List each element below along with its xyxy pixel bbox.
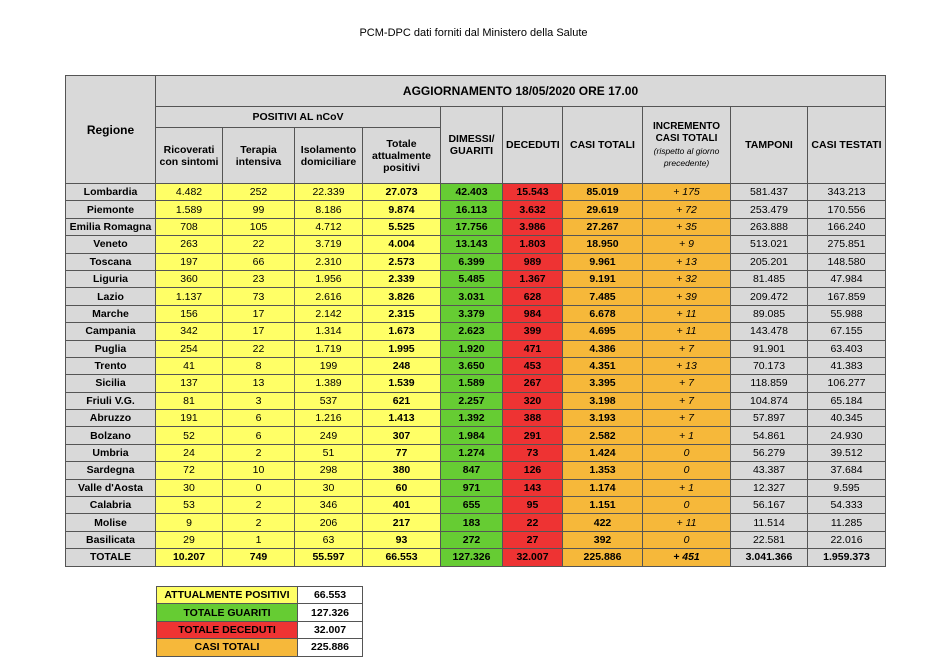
cell-incremento: 0 — [643, 497, 731, 514]
cell-casi-totali: 1.151 — [563, 497, 643, 514]
cell-terapia: 2 — [223, 514, 295, 531]
cell-terapia: 2 — [223, 497, 295, 514]
cell-dimessi: 655 — [441, 497, 503, 514]
cell-terapia: 0 — [223, 479, 295, 496]
cell-isolamento: 30 — [295, 479, 363, 496]
table-row — [66, 531, 886, 548]
cell-terapia: 66 — [223, 253, 295, 270]
table-body — [66, 184, 886, 567]
cell-dimessi: 847 — [441, 462, 503, 479]
total-regione: TOTALE — [66, 549, 156, 566]
cell-totale-positivi: 1.673 — [363, 323, 441, 340]
cell-ricoverati: 1.137 — [156, 288, 223, 305]
table-row — [66, 375, 886, 392]
cell-tamponi: 263.888 — [731, 218, 808, 235]
cell-casi-testati: 65.184 — [808, 392, 886, 409]
header-incremento-sub: (rispetto al giorno precedente) — [653, 146, 720, 168]
cell-casi-testati: 67.155 — [808, 323, 886, 340]
header-isolamento: Isolamento domiciliare — [295, 128, 363, 184]
cell-tamponi: 22.581 — [731, 531, 808, 548]
cell-regione: Basilicata — [66, 531, 156, 548]
cell-casi-totali: 6.678 — [563, 305, 643, 322]
cell-totale-positivi: 1.413 — [363, 410, 441, 427]
cell-deceduti: 628 — [503, 288, 563, 305]
summary-row — [157, 621, 363, 638]
cell-ricoverati: 156 — [156, 305, 223, 322]
table-row — [66, 340, 886, 357]
cell-incremento: + 13 — [643, 253, 731, 270]
header-totale-positivi: Totale attualmente positivi — [363, 128, 441, 184]
cell-regione: Campania — [66, 323, 156, 340]
cell-casi-totali: 9.191 — [563, 270, 643, 287]
cell-casi-testati: 63.403 — [808, 340, 886, 357]
header-tamponi: TAMPONI — [731, 107, 808, 184]
header-positivi-group: POSITIVI AL nCoV — [156, 107, 441, 128]
cell-regione: Toscana — [66, 253, 156, 270]
cell-incremento: + 7 — [643, 392, 731, 409]
cell-regione: Sicilia — [66, 375, 156, 392]
header-incremento — [643, 107, 731, 184]
cell-terapia: 23 — [223, 270, 295, 287]
cell-casi-totali: 1.424 — [563, 444, 643, 461]
cell-totale-positivi: 1.539 — [363, 375, 441, 392]
cell-terapia: 3 — [223, 392, 295, 409]
cell-tamponi: 56.167 — [731, 497, 808, 514]
cell-dimessi: 1.589 — [441, 375, 503, 392]
cell-isolamento: 51 — [295, 444, 363, 461]
cell-casi-testati: 343.213 — [808, 184, 886, 201]
cell-tamponi: 253.479 — [731, 201, 808, 218]
cell-casi-totali: 9.961 — [563, 253, 643, 270]
cell-tamponi: 91.901 — [731, 340, 808, 357]
cell-ricoverati: 4.482 — [156, 184, 223, 201]
cell-tamponi: 89.085 — [731, 305, 808, 322]
cell-deceduti: 3.986 — [503, 218, 563, 235]
cell-regione: Puglia — [66, 340, 156, 357]
cell-totale-positivi: 93 — [363, 531, 441, 548]
cell-terapia: 2 — [223, 444, 295, 461]
cell-totale-positivi: 27.073 — [363, 184, 441, 201]
cell-totale-positivi: 2.315 — [363, 305, 441, 322]
cell-deceduti: 3.632 — [503, 201, 563, 218]
cell-totale-positivi: 4.004 — [363, 236, 441, 253]
cell-isolamento: 1.719 — [295, 340, 363, 357]
cell-isolamento: 537 — [295, 392, 363, 409]
cell-totale-positivi: 2.339 — [363, 270, 441, 287]
cell-incremento: + 35 — [643, 218, 731, 235]
cell-dimessi: 16.113 — [441, 201, 503, 218]
cell-regione: Veneto — [66, 236, 156, 253]
cell-casi-testati: 37.684 — [808, 462, 886, 479]
cell-casi-totali: 7.485 — [563, 288, 643, 305]
cell-regione: Marche — [66, 305, 156, 322]
cell-incremento: + 11 — [643, 514, 731, 531]
cell-incremento: + 9 — [643, 236, 731, 253]
cell-casi-testati: 275.851 — [808, 236, 886, 253]
cell-deceduti: 984 — [503, 305, 563, 322]
cell-incremento: + 11 — [643, 323, 731, 340]
cell-terapia: 6 — [223, 410, 295, 427]
cell-tamponi: 57.897 — [731, 410, 808, 427]
cell-casi-testati: 54.333 — [808, 497, 886, 514]
cell-ricoverati: 137 — [156, 375, 223, 392]
cell-casi-totali: 29.619 — [563, 201, 643, 218]
cell-dimessi: 1.392 — [441, 410, 503, 427]
cell-deceduti: 95 — [503, 497, 563, 514]
cell-deceduti: 1.803 — [503, 236, 563, 253]
cell-ricoverati: 72 — [156, 462, 223, 479]
total-terapia: 749 — [223, 549, 295, 566]
cell-casi-totali: 1.353 — [563, 462, 643, 479]
cell-regione: Abruzzo — [66, 410, 156, 427]
cell-deceduti: 291 — [503, 427, 563, 444]
cell-tamponi: 56.279 — [731, 444, 808, 461]
cell-regione: Friuli V.G. — [66, 392, 156, 409]
header-terapia: Terapia intensiva — [223, 128, 295, 184]
cell-totale-positivi: 9.874 — [363, 201, 441, 218]
table-row — [66, 427, 886, 444]
cell-casi-totali: 4.351 — [563, 357, 643, 374]
cell-ricoverati: 52 — [156, 427, 223, 444]
cell-casi-totali: 4.386 — [563, 340, 643, 357]
cell-ricoverati: 360 — [156, 270, 223, 287]
cell-regione: Valle d'Aosta — [66, 479, 156, 496]
cell-casi-totali: 3.193 — [563, 410, 643, 427]
cell-casi-totali: 3.198 — [563, 392, 643, 409]
total-dimessi: 127.326 — [441, 549, 503, 566]
total-ricoverati: 10.207 — [156, 549, 223, 566]
cell-dimessi: 1.920 — [441, 340, 503, 357]
cell-incremento: + 72 — [643, 201, 731, 218]
cell-totale-positivi: 217 — [363, 514, 441, 531]
cell-regione: Sardegna — [66, 462, 156, 479]
cell-terapia: 8 — [223, 357, 295, 374]
cell-totale-positivi: 5.525 — [363, 218, 441, 235]
summary-label: CASI TOTALI — [157, 639, 298, 656]
cell-casi-testati: 9.595 — [808, 479, 886, 496]
cell-isolamento: 2.142 — [295, 305, 363, 322]
cell-terapia: 17 — [223, 305, 295, 322]
covid-data-table — [65, 75, 886, 567]
header-deceduti: DECEDUTI — [503, 107, 563, 184]
table-row — [66, 305, 886, 322]
total-incremento: + 451 — [643, 549, 731, 566]
total-casi-testati: 1.959.373 — [808, 549, 886, 566]
table-row — [66, 462, 886, 479]
table-row — [66, 357, 886, 374]
cell-isolamento: 1.389 — [295, 375, 363, 392]
cell-casi-totali: 4.695 — [563, 323, 643, 340]
cell-casi-totali: 85.019 — [563, 184, 643, 201]
cell-ricoverati: 30 — [156, 479, 223, 496]
cell-casi-testati: 39.512 — [808, 444, 886, 461]
cell-tamponi: 118.859 — [731, 375, 808, 392]
header-casi-testati: CASI TESTATI — [808, 107, 886, 184]
cell-dimessi: 1.984 — [441, 427, 503, 444]
cell-ricoverati: 254 — [156, 340, 223, 357]
cell-totale-positivi: 248 — [363, 357, 441, 374]
cell-totale-positivi: 380 — [363, 462, 441, 479]
header-ricoverati: Ricoverati con sintomi — [156, 128, 223, 184]
cell-regione: Bolzano — [66, 427, 156, 444]
cell-isolamento: 346 — [295, 497, 363, 514]
cell-casi-totali: 2.582 — [563, 427, 643, 444]
cell-incremento: + 175 — [643, 184, 731, 201]
cell-totale-positivi: 401 — [363, 497, 441, 514]
cell-terapia: 13 — [223, 375, 295, 392]
cell-incremento: + 1 — [643, 479, 731, 496]
cell-dimessi: 5.485 — [441, 270, 503, 287]
cell-regione: Calabria — [66, 497, 156, 514]
cell-tamponi: 11.514 — [731, 514, 808, 531]
cell-deceduti: 143 — [503, 479, 563, 496]
table-row — [66, 514, 886, 531]
header-incremento-label: INCREMENTO CASI TOTALI — [652, 121, 721, 144]
cell-terapia: 22 — [223, 236, 295, 253]
cell-incremento: + 1 — [643, 427, 731, 444]
cell-ricoverati: 29 — [156, 531, 223, 548]
cell-incremento: + 7 — [643, 410, 731, 427]
cell-casi-testati: 166.240 — [808, 218, 886, 235]
cell-casi-testati: 148.580 — [808, 253, 886, 270]
cell-regione: Liguria — [66, 270, 156, 287]
cell-casi-totali: 27.267 — [563, 218, 643, 235]
cell-dimessi: 13.143 — [441, 236, 503, 253]
table-row — [66, 288, 886, 305]
table-row — [66, 184, 886, 201]
cell-terapia: 252 — [223, 184, 295, 201]
summary-label: ATTUALMENTE POSITIVI — [157, 587, 298, 604]
total-row — [66, 549, 886, 566]
cell-incremento: 0 — [643, 531, 731, 548]
table-row — [66, 479, 886, 496]
table-row — [66, 236, 886, 253]
cell-incremento: + 7 — [643, 340, 731, 357]
cell-regione: Lazio — [66, 288, 156, 305]
summary-value: 225.886 — [298, 639, 363, 656]
summary-label: TOTALE DECEDUTI — [157, 621, 298, 638]
cell-ricoverati: 197 — [156, 253, 223, 270]
summary-label: TOTALE GUARITI — [157, 604, 298, 621]
cell-dimessi: 272 — [441, 531, 503, 548]
cell-casi-totali: 3.395 — [563, 375, 643, 392]
cell-isolamento: 1.314 — [295, 323, 363, 340]
cell-isolamento: 4.712 — [295, 218, 363, 235]
cell-terapia: 99 — [223, 201, 295, 218]
cell-dimessi: 3.650 — [441, 357, 503, 374]
cell-isolamento: 2.616 — [295, 288, 363, 305]
cell-isolamento: 1.216 — [295, 410, 363, 427]
total-casi-totali: 225.886 — [563, 549, 643, 566]
summary-row — [157, 604, 363, 621]
cell-totale-positivi: 77 — [363, 444, 441, 461]
cell-casi-testati: 22.016 — [808, 531, 886, 548]
table-row — [66, 218, 886, 235]
cell-ricoverati: 263 — [156, 236, 223, 253]
cell-isolamento: 199 — [295, 357, 363, 374]
cell-regione: Emilia Romagna — [66, 218, 156, 235]
cell-isolamento: 3.719 — [295, 236, 363, 253]
cell-casi-testati: 41.383 — [808, 357, 886, 374]
cell-dimessi: 17.756 — [441, 218, 503, 235]
cell-ricoverati: 342 — [156, 323, 223, 340]
cell-ricoverati: 41 — [156, 357, 223, 374]
cell-deceduti: 73 — [503, 444, 563, 461]
cell-incremento: + 11 — [643, 305, 731, 322]
table-row — [66, 323, 886, 340]
cell-isolamento: 298 — [295, 462, 363, 479]
cell-deceduti: 22 — [503, 514, 563, 531]
cell-casi-totali: 422 — [563, 514, 643, 531]
cell-ricoverati: 1.589 — [156, 201, 223, 218]
cell-tamponi: 12.327 — [731, 479, 808, 496]
cell-isolamento: 22.339 — [295, 184, 363, 201]
cell-ricoverati: 53 — [156, 497, 223, 514]
header-dimessi: DIMESSI/ GUARITI — [441, 107, 503, 184]
cell-isolamento: 206 — [295, 514, 363, 531]
cell-terapia: 22 — [223, 340, 295, 357]
cell-dimessi: 3.379 — [441, 305, 503, 322]
cell-terapia: 105 — [223, 218, 295, 235]
update-title: AGGIORNAMENTO 18/05/2020 ORE 17.00 — [156, 76, 886, 107]
total-totale-positivi: 66.553 — [363, 549, 441, 566]
cell-ricoverati: 9 — [156, 514, 223, 531]
table-row — [66, 392, 886, 409]
summary-table — [156, 586, 363, 657]
summary-row — [157, 587, 363, 604]
cell-terapia: 73 — [223, 288, 295, 305]
cell-isolamento: 8.186 — [295, 201, 363, 218]
cell-dimessi: 6.399 — [441, 253, 503, 270]
cell-tamponi: 209.472 — [731, 288, 808, 305]
summary-value: 66.553 — [298, 587, 363, 604]
cell-totale-positivi: 1.995 — [363, 340, 441, 357]
cell-totale-positivi: 2.573 — [363, 253, 441, 270]
cell-tamponi: 104.874 — [731, 392, 808, 409]
cell-incremento: + 32 — [643, 270, 731, 287]
cell-deceduti: 320 — [503, 392, 563, 409]
cell-tamponi: 513.021 — [731, 236, 808, 253]
cell-isolamento: 63 — [295, 531, 363, 548]
cell-tamponi: 143.478 — [731, 323, 808, 340]
cell-casi-totali: 392 — [563, 531, 643, 548]
cell-regione: Umbria — [66, 444, 156, 461]
cell-dimessi: 2.257 — [441, 392, 503, 409]
cell-deceduti: 471 — [503, 340, 563, 357]
cell-casi-totali: 1.174 — [563, 479, 643, 496]
cell-ricoverati: 81 — [156, 392, 223, 409]
cell-casi-testati: 170.556 — [808, 201, 886, 218]
cell-totale-positivi: 3.826 — [363, 288, 441, 305]
table-row — [66, 444, 886, 461]
summary-value: 127.326 — [298, 604, 363, 621]
header-regione: Regione — [66, 76, 156, 184]
cell-regione: Lombardia — [66, 184, 156, 201]
cell-totale-positivi: 307 — [363, 427, 441, 444]
cell-casi-testati: 40.345 — [808, 410, 886, 427]
cell-tamponi: 205.201 — [731, 253, 808, 270]
cell-dimessi: 971 — [441, 479, 503, 496]
cell-ricoverati: 24 — [156, 444, 223, 461]
cell-incremento: 0 — [643, 444, 731, 461]
cell-tamponi: 43.387 — [731, 462, 808, 479]
summary-row — [157, 639, 363, 656]
table-row — [66, 201, 886, 218]
cell-dimessi: 2.623 — [441, 323, 503, 340]
cell-incremento: + 7 — [643, 375, 731, 392]
cell-totale-positivi: 60 — [363, 479, 441, 496]
cell-casi-testati: 167.859 — [808, 288, 886, 305]
summary-value: 32.007 — [298, 621, 363, 638]
cell-deceduti: 1.367 — [503, 270, 563, 287]
cell-regione: Molise — [66, 514, 156, 531]
cell-deceduti: 126 — [503, 462, 563, 479]
cell-casi-testati: 47.984 — [808, 270, 886, 287]
cell-deceduti: 27 — [503, 531, 563, 548]
cell-ricoverati: 191 — [156, 410, 223, 427]
cell-casi-totali: 18.950 — [563, 236, 643, 253]
cell-deceduti: 399 — [503, 323, 563, 340]
cell-totale-positivi: 621 — [363, 392, 441, 409]
cell-deceduti: 267 — [503, 375, 563, 392]
cell-isolamento: 2.310 — [295, 253, 363, 270]
header-casi-totali: CASI TOTALI — [563, 107, 643, 184]
cell-isolamento: 1.956 — [295, 270, 363, 287]
total-tamponi: 3.041.366 — [731, 549, 808, 566]
cell-terapia: 10 — [223, 462, 295, 479]
cell-tamponi: 81.485 — [731, 270, 808, 287]
cell-terapia: 1 — [223, 531, 295, 548]
cell-casi-testati: 11.285 — [808, 514, 886, 531]
cell-incremento: + 13 — [643, 357, 731, 374]
cell-incremento: 0 — [643, 462, 731, 479]
cell-deceduti: 989 — [503, 253, 563, 270]
cell-terapia: 6 — [223, 427, 295, 444]
cell-deceduti: 453 — [503, 357, 563, 374]
cell-casi-testati: 55.988 — [808, 305, 886, 322]
cell-ricoverati: 708 — [156, 218, 223, 235]
cell-isolamento: 249 — [295, 427, 363, 444]
table-row — [66, 270, 886, 287]
cell-tamponi: 70.173 — [731, 357, 808, 374]
total-deceduti: 32.007 — [503, 549, 563, 566]
cell-tamponi: 54.861 — [731, 427, 808, 444]
cell-incremento: + 39 — [643, 288, 731, 305]
cell-regione: Trento — [66, 357, 156, 374]
table-row — [66, 410, 886, 427]
table-row — [66, 253, 886, 270]
cell-dimessi: 42.403 — [441, 184, 503, 201]
cell-dimessi: 3.031 — [441, 288, 503, 305]
table-row — [66, 497, 886, 514]
cell-dimessi: 183 — [441, 514, 503, 531]
cell-casi-testati: 24.930 — [808, 427, 886, 444]
cell-deceduti: 15.543 — [503, 184, 563, 201]
cell-regione: Piemonte — [66, 201, 156, 218]
cell-casi-testati: 106.277 — [808, 375, 886, 392]
page-header: PCM-DPC dati forniti dal Ministero della Salute — [359, 27, 588, 39]
total-isolamento: 55.597 — [295, 549, 363, 566]
cell-deceduti: 388 — [503, 410, 563, 427]
cell-tamponi: 581.437 — [731, 184, 808, 201]
cell-dimessi: 1.274 — [441, 444, 503, 461]
cell-terapia: 17 — [223, 323, 295, 340]
